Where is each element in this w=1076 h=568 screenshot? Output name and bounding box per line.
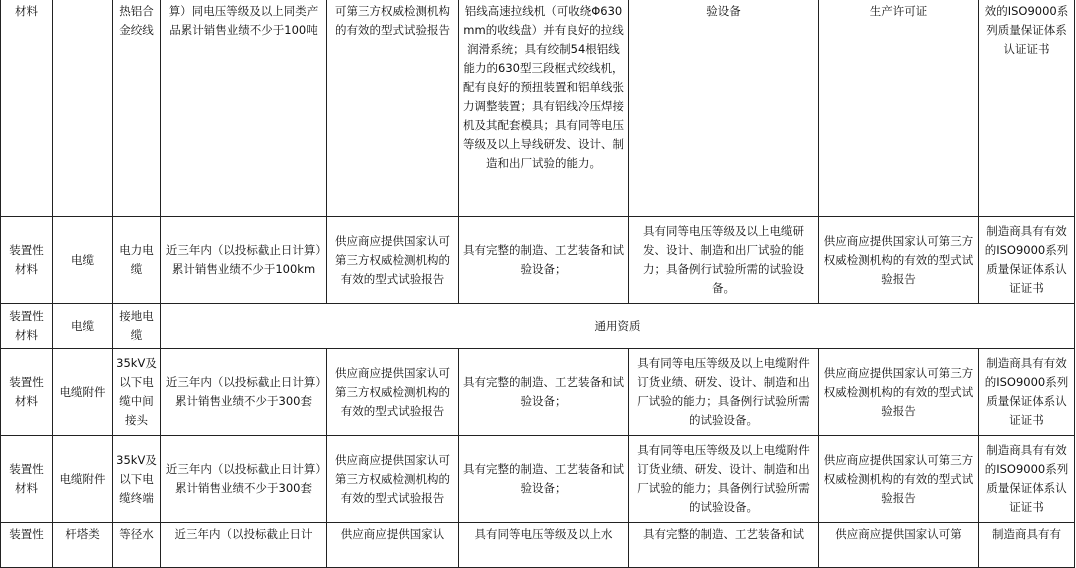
cell-sales-record: 近三年内（以投标截止日计算）累计销售业绩不少于300套 — [161, 349, 327, 436]
cell-equipment: 具有完整的制造、工艺装备和试验设备； — [459, 436, 629, 523]
cell-equipment: 具有同等电压等级及以上水 — [459, 523, 629, 568]
cell-subcategory: 电缆 — [53, 217, 113, 304]
cell-item: 等径水 — [113, 523, 161, 568]
cell-sales-record: 近三年内（以投标截止日计算）累计销售业绩不少于100km — [161, 217, 327, 304]
cell-sales-record: 近三年内（以投标截止日计算）累计销售业绩不少于300套 — [161, 436, 327, 523]
table-row — [1, 523, 1075, 568]
cell-sales-record: 算）同电压等级及以上同类产品累计销售业绩不少于100吨 — [161, 0, 327, 217]
cell-item: 电力电缆 — [113, 217, 161, 304]
cell-test-report: 供应商应提供国家认可第三方权威检测机构的有效的型式试验报告 — [327, 217, 459, 304]
cell-category: 装置性材料 — [1, 304, 53, 349]
cell-license: 供应商应提供国家认可第 — [819, 523, 979, 568]
cell-subcategory: 杆塔类 — [53, 523, 113, 568]
cell-subcategory: 电缆附件 — [53, 349, 113, 436]
cell-certificate: 制造商具有有效的ISO9000系列质量保证体系认证证书 — [979, 436, 1075, 523]
cell-certificate: 制造商具有有效的ISO9000系列质量保证体系认证证书 — [979, 217, 1075, 304]
cell-capability: 具有同等电压等级及以上电缆附件订货业绩、研发、设计、制造和出厂试验的能力；具备例行试验所需的试验设备。 — [629, 436, 819, 523]
cell-certificate: 效的ISO9000系列质量保证体系认证证书 — [979, 0, 1075, 217]
cell-sales-record: 近三年内（以投标截止日计 — [161, 523, 327, 568]
cell-capability: 验设备 — [629, 0, 819, 217]
cell-category: 材料 — [1, 0, 53, 217]
cell-test-report: 供应商应提供国家认 — [327, 523, 459, 568]
cell-license: 供应商应提供国家认可第三方权威检测机构的有效的型式试验报告 — [819, 217, 979, 304]
cell-category: 装置性 — [1, 523, 53, 568]
cell-license: 供应商应提供国家认可第三方权威检测机构的有效的型式试验报告 — [819, 349, 979, 436]
cell-test-report: 供应商应提供国家认可第三方权威检测机构的有效的型式试验报告 — [327, 349, 459, 436]
cell-license: 供应商应提供国家认可第三方权威检测机构的有效的型式试验报告 — [819, 436, 979, 523]
cell-certificate: 制造商具有有效的ISO9000系列质量保证体系认证证书 — [979, 349, 1075, 436]
cell-license: 生产许可证 — [819, 0, 979, 217]
cell-category: 装置性材料 — [1, 436, 53, 523]
cell-capability: 具有同等电压等级及以上电缆附件订货业绩、研发、设计、制造和出厂试验的能力；具备例行试验所需的试验设备。 — [629, 349, 819, 436]
cell-category: 装置性材料 — [1, 217, 53, 304]
table-row — [1, 217, 1075, 304]
cell-subcategory — [53, 0, 113, 217]
cell-category: 装置性材料 — [1, 349, 53, 436]
table-row — [1, 349, 1075, 436]
cell-item: 35kV及以下电缆终端 — [113, 436, 161, 523]
cell-item: 接地电缆 — [113, 304, 161, 349]
table-row — [1, 436, 1075, 523]
cell-equipment: 具有完整的制造、工艺装备和试验设备； — [459, 217, 629, 304]
cell-general-qualification: 通用资质 — [161, 304, 1075, 349]
table-row — [1, 304, 1075, 349]
table-row — [1, 0, 1075, 217]
cell-subcategory: 电缆 — [53, 304, 113, 349]
cell-subcategory: 电缆附件 — [53, 436, 113, 523]
cell-capability: 具有完整的制造、工艺装备和试 — [629, 523, 819, 568]
cell-item: 热铝合金绞线 — [113, 0, 161, 217]
cell-certificate: 制造商具有有 — [979, 523, 1075, 568]
cell-test-report: 可第三方权威检测机构的有效的型式试验报告 — [327, 0, 459, 217]
cell-capability: 具有同等电压等级及以上电缆研发、设计、制造和出厂试验的能力；具备例行试验所需的试验设备。 — [629, 217, 819, 304]
cell-item: 35kV及以下电缆中间接头 — [113, 349, 161, 436]
cell-equipment: 铝线高速拉线机（可收绕Φ630mm的收线盘）并有良好的拉线润滑系统；具有绞制54根铝线能力的630型三段框式绞线机，配有良好的预扭装置和铝单线张力调整装置；具有铝线冷压焊接机及其配套模具；具有同等电压等级及以上导线研发、设计、制造和出厂试验的能力。 — [459, 0, 629, 217]
cell-test-report: 供应商应提供国家认可第三方权威检测机构的有效的型式试验报告 — [327, 436, 459, 523]
cell-equipment: 具有完整的制造、工艺装备和试验设备； — [459, 349, 629, 436]
